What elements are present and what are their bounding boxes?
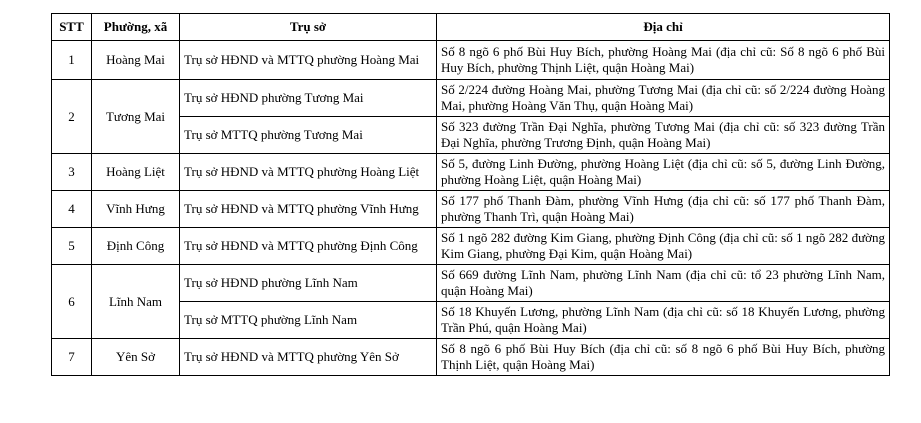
row-number: 6 xyxy=(52,265,92,339)
row-number: 7 xyxy=(52,339,92,376)
ward-name: Định Công xyxy=(92,228,180,265)
office-address: Số 18 Khuyến Lương, phường Lĩnh Nam (địa chỉ cũ: số 18 Khuyến Lương, phường Trần Phú, quận Hoàng Mai) xyxy=(437,302,890,339)
office-name: Trụ sở HĐND và MTTQ phường Hoàng Liệt xyxy=(180,154,437,191)
office-name: Trụ sở HĐND phường Lĩnh Nam xyxy=(180,265,437,302)
office-address: Số 1 ngõ 282 đường Kim Giang, phường Định Công (địa chỉ cũ: số 1 ngõ 282 đường Kim Giang, phường Đại Kim, quận Hoàng Mai) xyxy=(437,228,890,265)
table-row xyxy=(52,228,890,265)
office-name: Trụ sở MTTQ phường Lĩnh Nam xyxy=(180,302,437,339)
row-number: 3 xyxy=(52,154,92,191)
ward-name: Hoàng Mai xyxy=(92,41,180,80)
ward-name: Hoàng Liệt xyxy=(92,154,180,191)
table-row xyxy=(52,154,890,191)
office-name: Trụ sở HĐND và MTTQ phường Yên Sở xyxy=(180,339,437,376)
header-stt: STT xyxy=(52,14,92,41)
office-address: Số 669 đường Lĩnh Nam, phường Lĩnh Nam (địa chỉ cũ: tổ 23 phường Lĩnh Nam, quận Hoàng Mai) xyxy=(437,265,890,302)
table-row xyxy=(52,265,890,302)
office-name: Trụ sở HĐND phường Tương Mai xyxy=(180,80,437,117)
ward-name: Lĩnh Nam xyxy=(92,265,180,339)
table-row xyxy=(52,191,890,228)
row-number: 5 xyxy=(52,228,92,265)
office-address: Số 8 ngõ 6 phố Bùi Huy Bích (địa chỉ cũ: số 8 ngõ 6 phố Bùi Huy Bích, phường Thịnh Liệt, quận Hoàng Mai) xyxy=(437,339,890,376)
office-address: Số 5, đường Linh Đường, phường Hoàng Liệt (địa chỉ cũ: số 5, đường Linh Đường, phường Hoàng Liệt, quận Hoàng Mai) xyxy=(437,154,890,191)
office-address: Số 8 ngõ 6 phố Bùi Huy Bích, phường Hoàng Mai (địa chỉ cũ: Số 8 ngõ 6 phố Bùi Huy Bích, phường Thịnh Liệt, quận Hoàng Mai) xyxy=(437,41,890,80)
office-address: Số 323 đường Trần Đại Nghĩa, phường Tương Mai (địa chỉ cũ: số 323 đường Trần Đại Nghĩa, phường Trương Định, quận Hoàng Mai) xyxy=(437,117,890,154)
ward-name: Tương Mai xyxy=(92,80,180,154)
table-row xyxy=(52,41,890,80)
table-row xyxy=(52,80,890,117)
office-name: Trụ sở HĐND và MTTQ phường Hoàng Mai xyxy=(180,41,437,80)
ward-office-table xyxy=(51,13,890,376)
ward-name: Yên Sở xyxy=(92,339,180,376)
office-name: Trụ sở MTTQ phường Tương Mai xyxy=(180,117,437,154)
row-number: 1 xyxy=(52,41,92,80)
row-number: 4 xyxy=(52,191,92,228)
header-ward: Phường, xã xyxy=(92,14,180,41)
table-row xyxy=(52,339,890,376)
header-office: Trụ sở xyxy=(180,14,437,41)
row-number: 2 xyxy=(52,80,92,154)
office-name: Trụ sở HĐND và MTTQ phường Định Công xyxy=(180,228,437,265)
office-name: Trụ sở HĐND và MTTQ phường Vĩnh Hưng xyxy=(180,191,437,228)
office-address: Số 177 phố Thanh Đàm, phường Vĩnh Hưng (địa chỉ cũ: số 177 phố Thanh Đàm, phường Thanh Trì, quận Hoàng Mai) xyxy=(437,191,890,228)
ward-name: Vĩnh Hưng xyxy=(92,191,180,228)
header-address: Địa chỉ xyxy=(437,14,890,41)
table-header-row xyxy=(52,14,890,41)
office-address: Số 2/224 đường Hoàng Mai, phường Tương Mai (địa chỉ cũ: số 2/224 đường Hoàng Mai, phường Hoàng Văn Thụ, quận Hoàng Mai) xyxy=(437,80,890,117)
